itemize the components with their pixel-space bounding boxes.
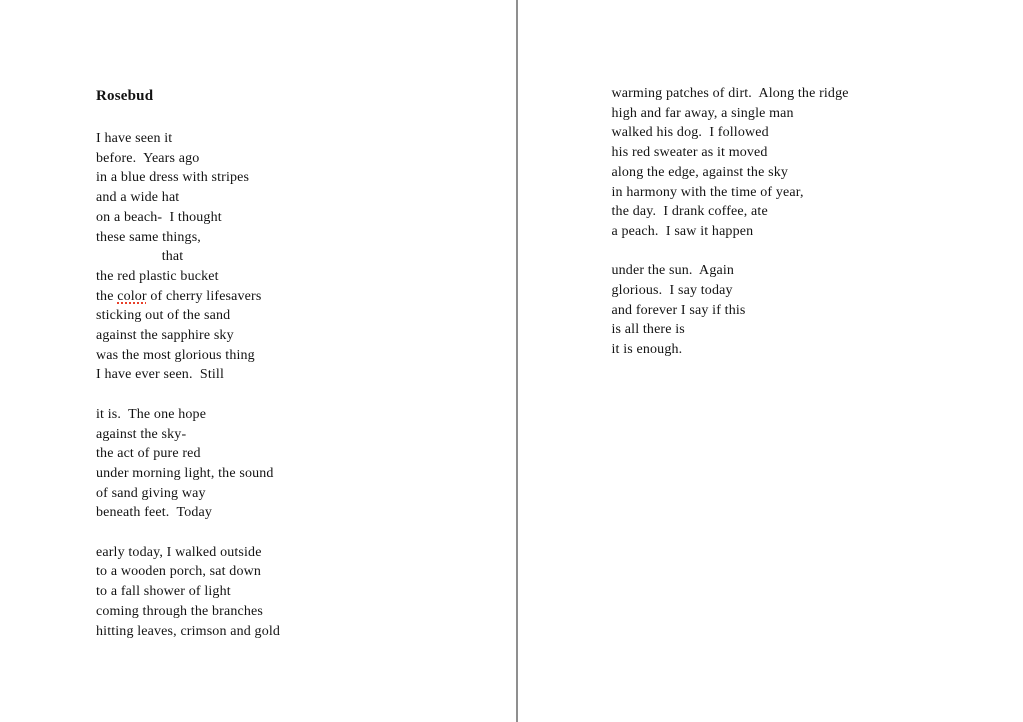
poem-line[interactable]: these same things, — [96, 229, 201, 245]
poem-line[interactable]: in a blue dress with stripes — [96, 170, 250, 186]
poem-line[interactable]: I have ever seen. Still — [96, 367, 225, 383]
text-segment: of cherry lifesavers — [146, 288, 262, 304]
poem-line[interactable]: along the edge, against the sky — [611, 164, 788, 180]
poem-line[interactable]: before. Years ago — [96, 150, 200, 166]
poem-line[interactable]: against the sapphire sky — [96, 328, 234, 344]
left-page-stanzas — [96, 129, 492, 641]
poem-line[interactable]: of sand giving way — [96, 485, 206, 501]
poem-line[interactable]: the day. I drank coffee, ate — [611, 204, 768, 220]
stanza — [612, 261, 1000, 360]
poem-line[interactable]: it is. The one hope — [96, 406, 207, 422]
text-segment: the — [96, 288, 118, 304]
poem-line[interactable]: in harmony with the time of year, — [611, 184, 804, 200]
poem-line[interactable]: walked his dog. I followed — [611, 125, 769, 141]
poem-title[interactable]: Rosebud — [96, 88, 154, 104]
poem-line[interactable]: it is enough. — [611, 342, 683, 358]
poem-line[interactable] — [96, 287, 492, 307]
poem-line[interactable]: is all there is — [611, 322, 685, 338]
poem-line[interactable]: was the most glorious thing — [96, 347, 255, 363]
misspelled-word[interactable]: color — [117, 288, 147, 304]
poem-line[interactable]: his red sweater as it moved — [611, 145, 768, 161]
poem-line[interactable]: to a wooden porch, sat down — [96, 564, 262, 580]
poem-line[interactable]: warming patches of dirt. Along the ridge — [611, 86, 849, 101]
right-page-stanzas — [612, 84, 1000, 360]
poem-line[interactable]: and a wide hat — [96, 190, 180, 206]
poem-line[interactable]: to a fall shower of light — [96, 584, 231, 600]
poem-line[interactable]: against the sky- — [96, 426, 187, 442]
poem-line[interactable]: and forever I say if this — [611, 302, 746, 318]
poem-line[interactable]: high and far away, a single man — [611, 105, 794, 121]
poem-line[interactable]: that — [96, 249, 184, 265]
poem-line[interactable]: beneath feet. Today — [96, 505, 213, 521]
page-right[interactable] — [518, 0, 1023, 722]
poem-line[interactable]: early today, I walked outside — [96, 544, 262, 560]
stanza — [612, 84, 1000, 242]
stanza — [96, 543, 492, 642]
poem-line[interactable]: under the sun. Again — [611, 263, 735, 279]
poem-line[interactable]: glorious. I say today — [611, 283, 733, 299]
stanza — [96, 129, 492, 385]
poem-line[interactable]: hitting leaves, crimson and gold — [96, 623, 281, 639]
stanza — [96, 405, 492, 523]
poem-line[interactable]: the act of pure red — [96, 446, 201, 462]
poem-line[interactable]: coming through the branches — [96, 603, 263, 619]
poem-line[interactable]: on a beach- I thought — [96, 209, 222, 225]
poem-line[interactable]: I have seen it — [96, 131, 173, 146]
poem-line[interactable]: under morning light, the sound — [96, 465, 274, 481]
poem-line[interactable]: a peach. I saw it happen — [611, 223, 754, 239]
poem-line[interactable]: the red plastic bucket — [96, 268, 219, 284]
poem-line[interactable]: sticking out of the sand — [96, 308, 231, 324]
